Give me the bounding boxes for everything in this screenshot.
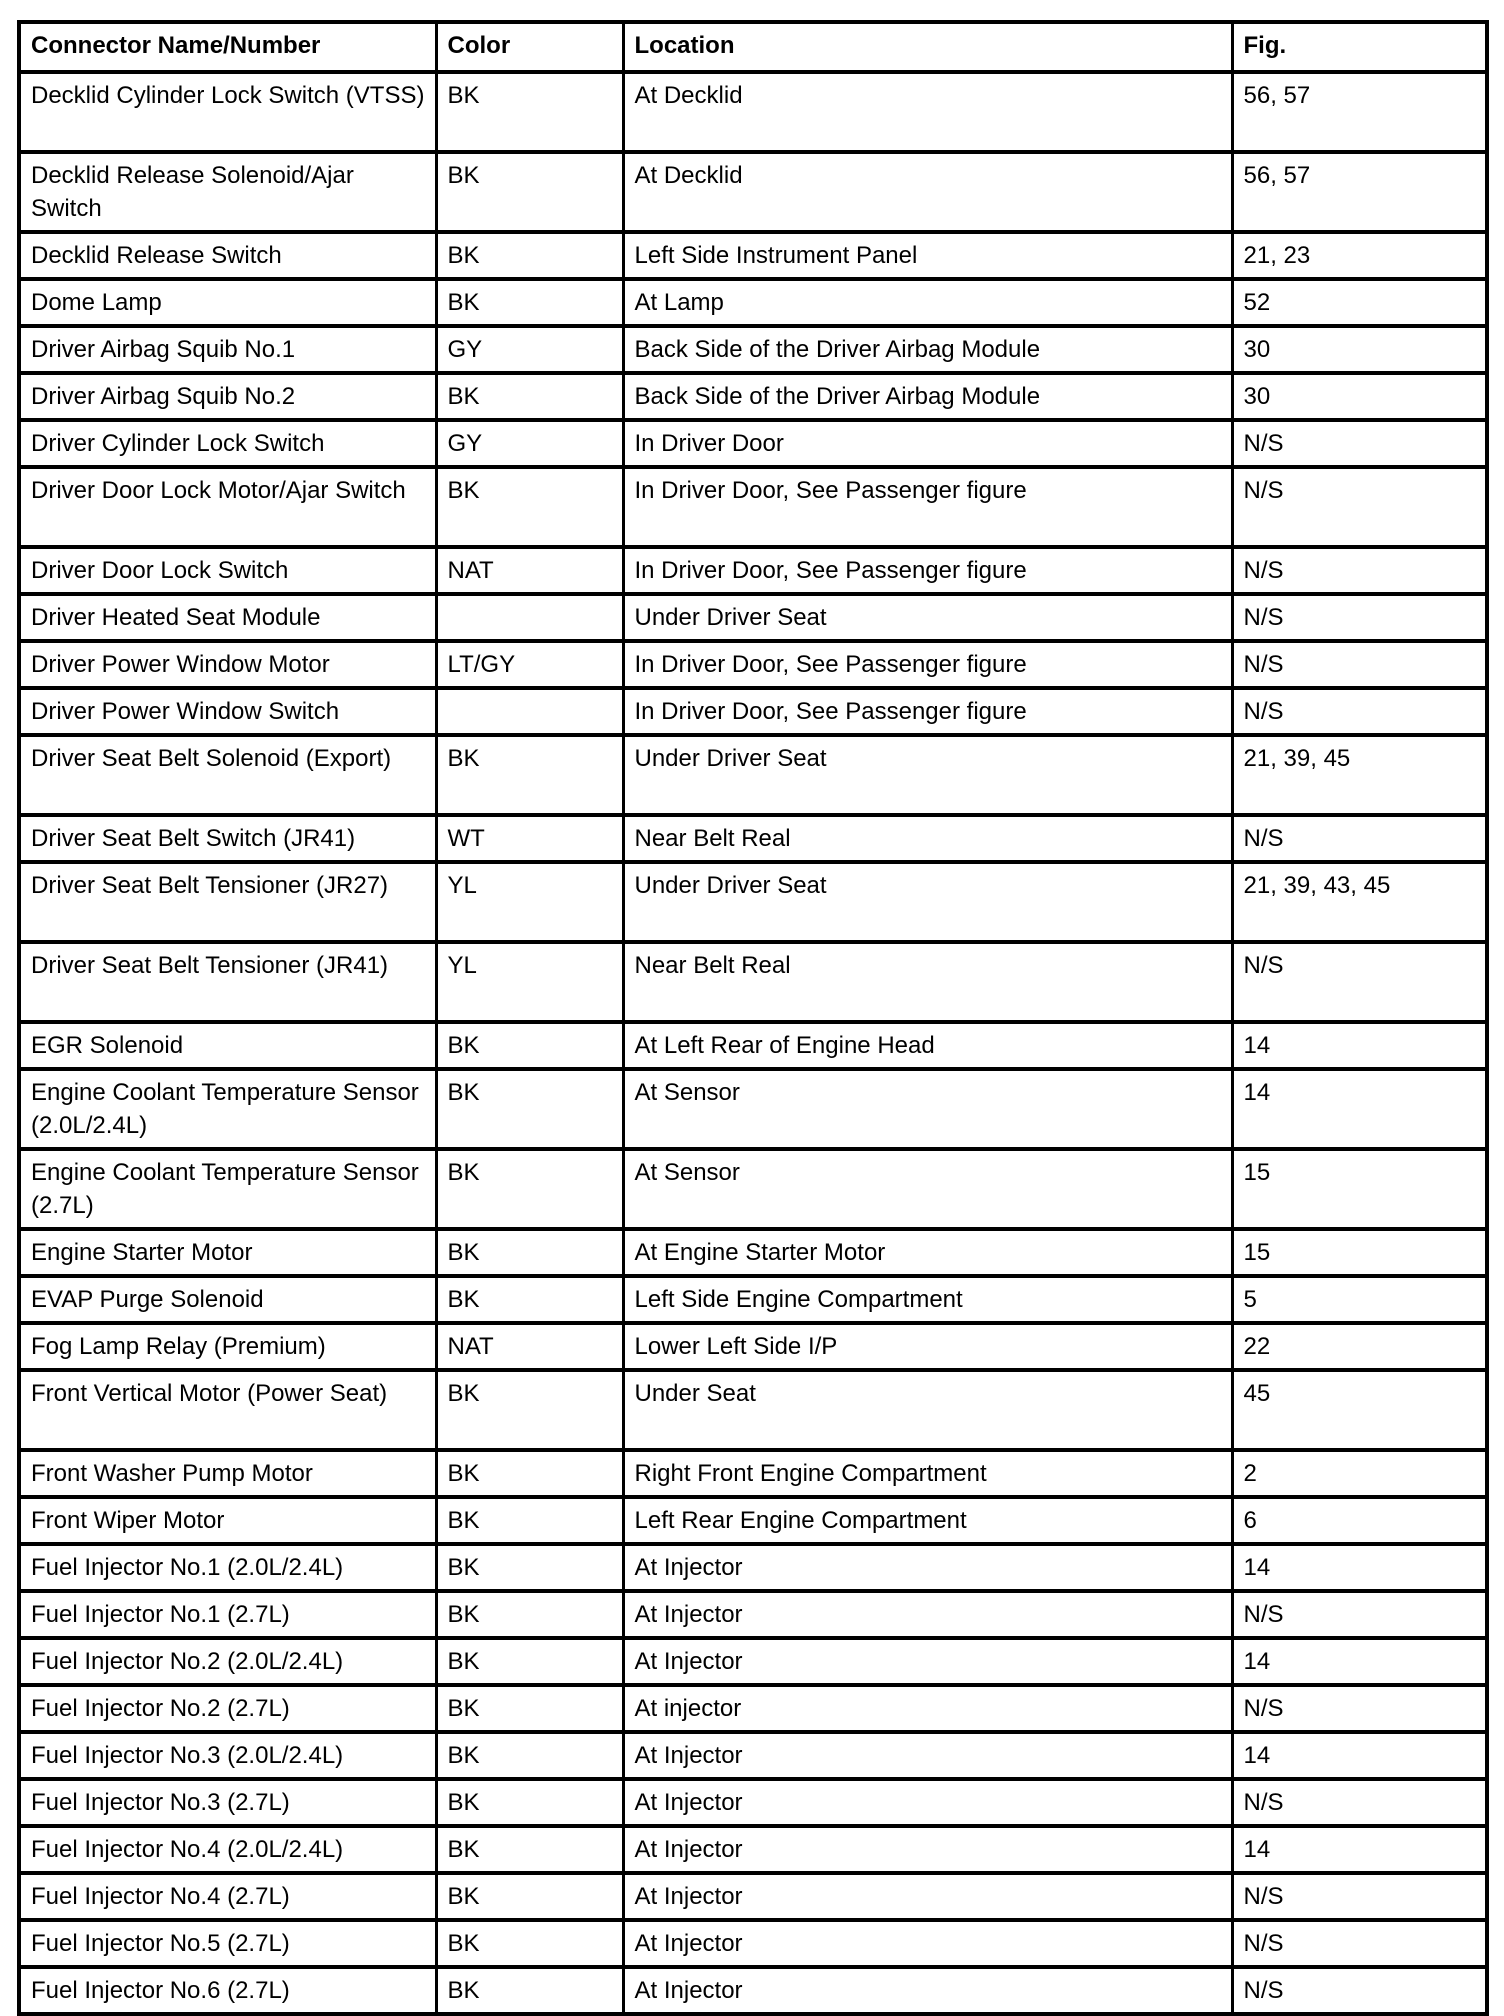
color-cell: BK bbox=[436, 72, 623, 152]
table-row bbox=[19, 326, 1487, 373]
header-fig: Fig. bbox=[1232, 22, 1487, 72]
fig-cell: N/S bbox=[1232, 688, 1487, 735]
color-cell: BK bbox=[436, 232, 623, 279]
location-cell: At Injector bbox=[623, 1591, 1232, 1638]
fig-cell: N/S bbox=[1232, 1873, 1487, 1920]
table-row bbox=[19, 688, 1487, 735]
connector-name-cell: Decklid Release Solenoid/Ajar Switch bbox=[19, 152, 436, 232]
color-cell: BK bbox=[436, 1873, 623, 1920]
connector-name-cell: Driver Airbag Squib No.2 bbox=[19, 373, 436, 420]
color-cell: BK bbox=[436, 1069, 623, 1149]
connector-name-cell: Driver Door Lock Motor/Ajar Switch bbox=[19, 467, 436, 547]
color-cell: BK bbox=[436, 1967, 623, 2014]
color-cell: BK bbox=[436, 1229, 623, 1276]
connector-name-cell: Driver Power Window Switch bbox=[19, 688, 436, 735]
fig-cell: 15 bbox=[1232, 1229, 1487, 1276]
connector-name-cell: Front Vertical Motor (Power Seat) bbox=[19, 1370, 436, 1450]
color-cell: BK bbox=[436, 1591, 623, 1638]
location-cell: At Injector bbox=[623, 1544, 1232, 1591]
table-row bbox=[19, 1685, 1487, 1732]
fig-cell: N/S bbox=[1232, 815, 1487, 862]
color-cell: BK bbox=[436, 279, 623, 326]
color-cell: NAT bbox=[436, 547, 623, 594]
location-cell: Back Side of the Driver Airbag Module bbox=[623, 326, 1232, 373]
table-row bbox=[19, 1826, 1487, 1873]
fig-cell: 21, 39, 45 bbox=[1232, 735, 1487, 815]
location-cell: In Driver Door bbox=[623, 420, 1232, 467]
connector-name-cell: Fuel Injector No.2 (2.7L) bbox=[19, 1685, 436, 1732]
connector-name-cell: Fuel Injector No.6 (2.7L) bbox=[19, 1967, 436, 2014]
fig-cell: 45 bbox=[1232, 1370, 1487, 1450]
location-cell: Left Side Engine Compartment bbox=[623, 1276, 1232, 1323]
connector-name-cell: Fuel Injector No.1 (2.7L) bbox=[19, 1591, 436, 1638]
table-row bbox=[19, 72, 1487, 152]
table-row bbox=[19, 152, 1487, 232]
location-cell: At Injector bbox=[623, 1826, 1232, 1873]
fig-cell: 30 bbox=[1232, 373, 1487, 420]
fig-cell: 14 bbox=[1232, 1826, 1487, 1873]
table-row bbox=[19, 735, 1487, 815]
color-cell: BK bbox=[436, 1732, 623, 1779]
connector-name-cell: Decklid Cylinder Lock Switch (VTSS) bbox=[19, 72, 436, 152]
fig-cell: N/S bbox=[1232, 1779, 1487, 1826]
color-cell: BK bbox=[436, 1450, 623, 1497]
connector-name-cell: Driver Airbag Squib No.1 bbox=[19, 326, 436, 373]
location-cell: Lower Left Side I/P bbox=[623, 1323, 1232, 1370]
connector-name-cell: Fuel Injector No.2 (2.0L/2.4L) bbox=[19, 1638, 436, 1685]
location-cell: Left Side Instrument Panel bbox=[623, 232, 1232, 279]
fig-cell: N/S bbox=[1232, 1685, 1487, 1732]
color-cell: BK bbox=[436, 1685, 623, 1732]
connector-name-cell: Driver Seat Belt Tensioner (JR41) bbox=[19, 942, 436, 1022]
table-row bbox=[19, 594, 1487, 641]
table-row bbox=[19, 279, 1487, 326]
location-cell: At Injector bbox=[623, 1638, 1232, 1685]
connector-name-cell: Fuel Injector No.4 (2.0L/2.4L) bbox=[19, 1826, 436, 1873]
connector-name-cell: Front Washer Pump Motor bbox=[19, 1450, 436, 1497]
fig-cell: 56, 57 bbox=[1232, 72, 1487, 152]
connector-name-cell: EVAP Purge Solenoid bbox=[19, 1276, 436, 1323]
fig-cell: 22 bbox=[1232, 1323, 1487, 1370]
connector-name-cell: Driver Seat Belt Solenoid (Export) bbox=[19, 735, 436, 815]
color-cell bbox=[436, 688, 623, 735]
color-cell: GY bbox=[436, 420, 623, 467]
location-cell: At Lamp bbox=[623, 279, 1232, 326]
connector-name-cell: Dome Lamp bbox=[19, 279, 436, 326]
location-cell: Under Driver Seat bbox=[623, 862, 1232, 942]
connector-name-cell: Driver Seat Belt Switch (JR41) bbox=[19, 815, 436, 862]
color-cell: BK bbox=[436, 1544, 623, 1591]
table-row bbox=[19, 1920, 1487, 1967]
table-row bbox=[19, 1873, 1487, 1920]
table-row bbox=[19, 1967, 1487, 2014]
header-location: Location bbox=[623, 22, 1232, 72]
connector-name-cell: EGR Solenoid bbox=[19, 1022, 436, 1069]
fig-cell: 14 bbox=[1232, 1022, 1487, 1069]
connector-name-cell: Front Wiper Motor bbox=[19, 1497, 436, 1544]
color-cell: BK bbox=[436, 1497, 623, 1544]
location-cell: At Sensor bbox=[623, 1149, 1232, 1229]
fig-cell: N/S bbox=[1232, 1920, 1487, 1967]
table-row bbox=[19, 862, 1487, 942]
header-connector-name: Connector Name/Number bbox=[19, 22, 436, 72]
connector-name-cell: Engine Starter Motor bbox=[19, 1229, 436, 1276]
connector-name-cell: Engine Coolant Temperature Sensor (2.7L) bbox=[19, 1149, 436, 1229]
fig-cell: N/S bbox=[1232, 641, 1487, 688]
location-cell: At Decklid bbox=[623, 72, 1232, 152]
fig-cell: 14 bbox=[1232, 1069, 1487, 1149]
location-cell: At Injector bbox=[623, 1873, 1232, 1920]
table-row bbox=[19, 1779, 1487, 1826]
fig-cell: 15 bbox=[1232, 1149, 1487, 1229]
connector-name-cell: Driver Power Window Motor bbox=[19, 641, 436, 688]
fig-cell: N/S bbox=[1232, 420, 1487, 467]
color-cell: LT/GY bbox=[436, 641, 623, 688]
color-cell: BK bbox=[436, 1826, 623, 1873]
fig-cell: N/S bbox=[1232, 547, 1487, 594]
connector-name-cell: Decklid Release Switch bbox=[19, 232, 436, 279]
color-cell bbox=[436, 594, 623, 641]
color-cell: NAT bbox=[436, 1323, 623, 1370]
table-row bbox=[19, 373, 1487, 420]
fig-cell: N/S bbox=[1232, 467, 1487, 547]
color-cell: BK bbox=[436, 1149, 623, 1229]
color-cell: BK bbox=[436, 735, 623, 815]
location-cell: In Driver Door, See Passenger figure bbox=[623, 547, 1232, 594]
connector-name-cell: Fog Lamp Relay (Premium) bbox=[19, 1323, 436, 1370]
connector-table bbox=[17, 20, 1489, 2016]
location-cell: In Driver Door, See Passenger figure bbox=[623, 641, 1232, 688]
location-cell: At Sensor bbox=[623, 1069, 1232, 1149]
location-cell: At Injector bbox=[623, 1779, 1232, 1826]
fig-cell: 14 bbox=[1232, 1732, 1487, 1779]
table-row bbox=[19, 1544, 1487, 1591]
header-row bbox=[19, 22, 1487, 72]
color-cell: BK bbox=[436, 1638, 623, 1685]
table-row bbox=[19, 1323, 1487, 1370]
color-cell: BK bbox=[436, 1920, 623, 1967]
location-cell: In Driver Door, See Passenger figure bbox=[623, 467, 1232, 547]
location-cell: Near Belt Real bbox=[623, 942, 1232, 1022]
color-cell: BK bbox=[436, 152, 623, 232]
table-row bbox=[19, 1732, 1487, 1779]
location-cell: At Injector bbox=[623, 1967, 1232, 2014]
connector-name-cell: Fuel Injector No.3 (2.7L) bbox=[19, 1779, 436, 1826]
color-cell: BK bbox=[436, 1370, 623, 1450]
table-row bbox=[19, 641, 1487, 688]
location-cell: In Driver Door, See Passenger figure bbox=[623, 688, 1232, 735]
table-row bbox=[19, 1450, 1487, 1497]
table-row bbox=[19, 547, 1487, 594]
table-row bbox=[19, 1229, 1487, 1276]
table-row bbox=[19, 1022, 1487, 1069]
fig-cell: N/S bbox=[1232, 594, 1487, 641]
table-row bbox=[19, 1370, 1487, 1450]
table-row bbox=[19, 1638, 1487, 1685]
color-cell: YL bbox=[436, 862, 623, 942]
fig-cell: N/S bbox=[1232, 1967, 1487, 2014]
fig-cell: 14 bbox=[1232, 1544, 1487, 1591]
connector-name-cell: Driver Heated Seat Module bbox=[19, 594, 436, 641]
connector-name-cell: Fuel Injector No.3 (2.0L/2.4L) bbox=[19, 1732, 436, 1779]
table-row bbox=[19, 1591, 1487, 1638]
location-cell: At Left Rear of Engine Head bbox=[623, 1022, 1232, 1069]
location-cell: Under Driver Seat bbox=[623, 594, 1232, 641]
connector-name-cell: Fuel Injector No.5 (2.7L) bbox=[19, 1920, 436, 1967]
table-row bbox=[19, 1069, 1487, 1149]
location-cell: Back Side of the Driver Airbag Module bbox=[623, 373, 1232, 420]
table-row bbox=[19, 815, 1487, 862]
table-row bbox=[19, 420, 1487, 467]
location-cell: Near Belt Real bbox=[623, 815, 1232, 862]
location-cell: Right Front Engine Compartment bbox=[623, 1450, 1232, 1497]
color-cell: BK bbox=[436, 467, 623, 547]
header-color: Color bbox=[436, 22, 623, 72]
connector-name-cell: Driver Door Lock Switch bbox=[19, 547, 436, 594]
location-cell: Under Seat bbox=[623, 1370, 1232, 1450]
connector-name-cell: Driver Seat Belt Tensioner (JR27) bbox=[19, 862, 436, 942]
fig-cell: 14 bbox=[1232, 1638, 1487, 1685]
table-row bbox=[19, 467, 1487, 547]
color-cell: GY bbox=[436, 326, 623, 373]
connector-name-cell: Fuel Injector No.1 (2.0L/2.4L) bbox=[19, 1544, 436, 1591]
location-cell: At injector bbox=[623, 1685, 1232, 1732]
color-cell: WT bbox=[436, 815, 623, 862]
fig-cell: 30 bbox=[1232, 326, 1487, 373]
fig-cell: 2 bbox=[1232, 1450, 1487, 1497]
table-row bbox=[19, 1149, 1487, 1229]
location-cell: At Injector bbox=[623, 1732, 1232, 1779]
location-cell: At Decklid bbox=[623, 152, 1232, 232]
location-cell: At Injector bbox=[623, 1920, 1232, 1967]
fig-cell: 6 bbox=[1232, 1497, 1487, 1544]
fig-cell: 5 bbox=[1232, 1276, 1487, 1323]
color-cell: BK bbox=[436, 1022, 623, 1069]
color-cell: BK bbox=[436, 373, 623, 420]
fig-cell: N/S bbox=[1232, 1591, 1487, 1638]
color-cell: BK bbox=[436, 1779, 623, 1826]
color-cell: YL bbox=[436, 942, 623, 1022]
fig-cell: 52 bbox=[1232, 279, 1487, 326]
connector-name-cell: Engine Coolant Temperature Sensor (2.0L/2.4L) bbox=[19, 1069, 436, 1149]
table-row bbox=[19, 1497, 1487, 1544]
location-cell: At Engine Starter Motor bbox=[623, 1229, 1232, 1276]
connector-name-cell: Fuel Injector No.4 (2.7L) bbox=[19, 1873, 436, 1920]
color-cell: BK bbox=[436, 1276, 623, 1323]
fig-cell: 21, 23 bbox=[1232, 232, 1487, 279]
table-row bbox=[19, 1276, 1487, 1323]
fig-cell: N/S bbox=[1232, 942, 1487, 1022]
fig-cell: 56, 57 bbox=[1232, 152, 1487, 232]
location-cell: Left Rear Engine Compartment bbox=[623, 1497, 1232, 1544]
table-row bbox=[19, 232, 1487, 279]
fig-cell: 21, 39, 43, 45 bbox=[1232, 862, 1487, 942]
location-cell: Under Driver Seat bbox=[623, 735, 1232, 815]
connector-name-cell: Driver Cylinder Lock Switch bbox=[19, 420, 436, 467]
table-row bbox=[19, 942, 1487, 1022]
